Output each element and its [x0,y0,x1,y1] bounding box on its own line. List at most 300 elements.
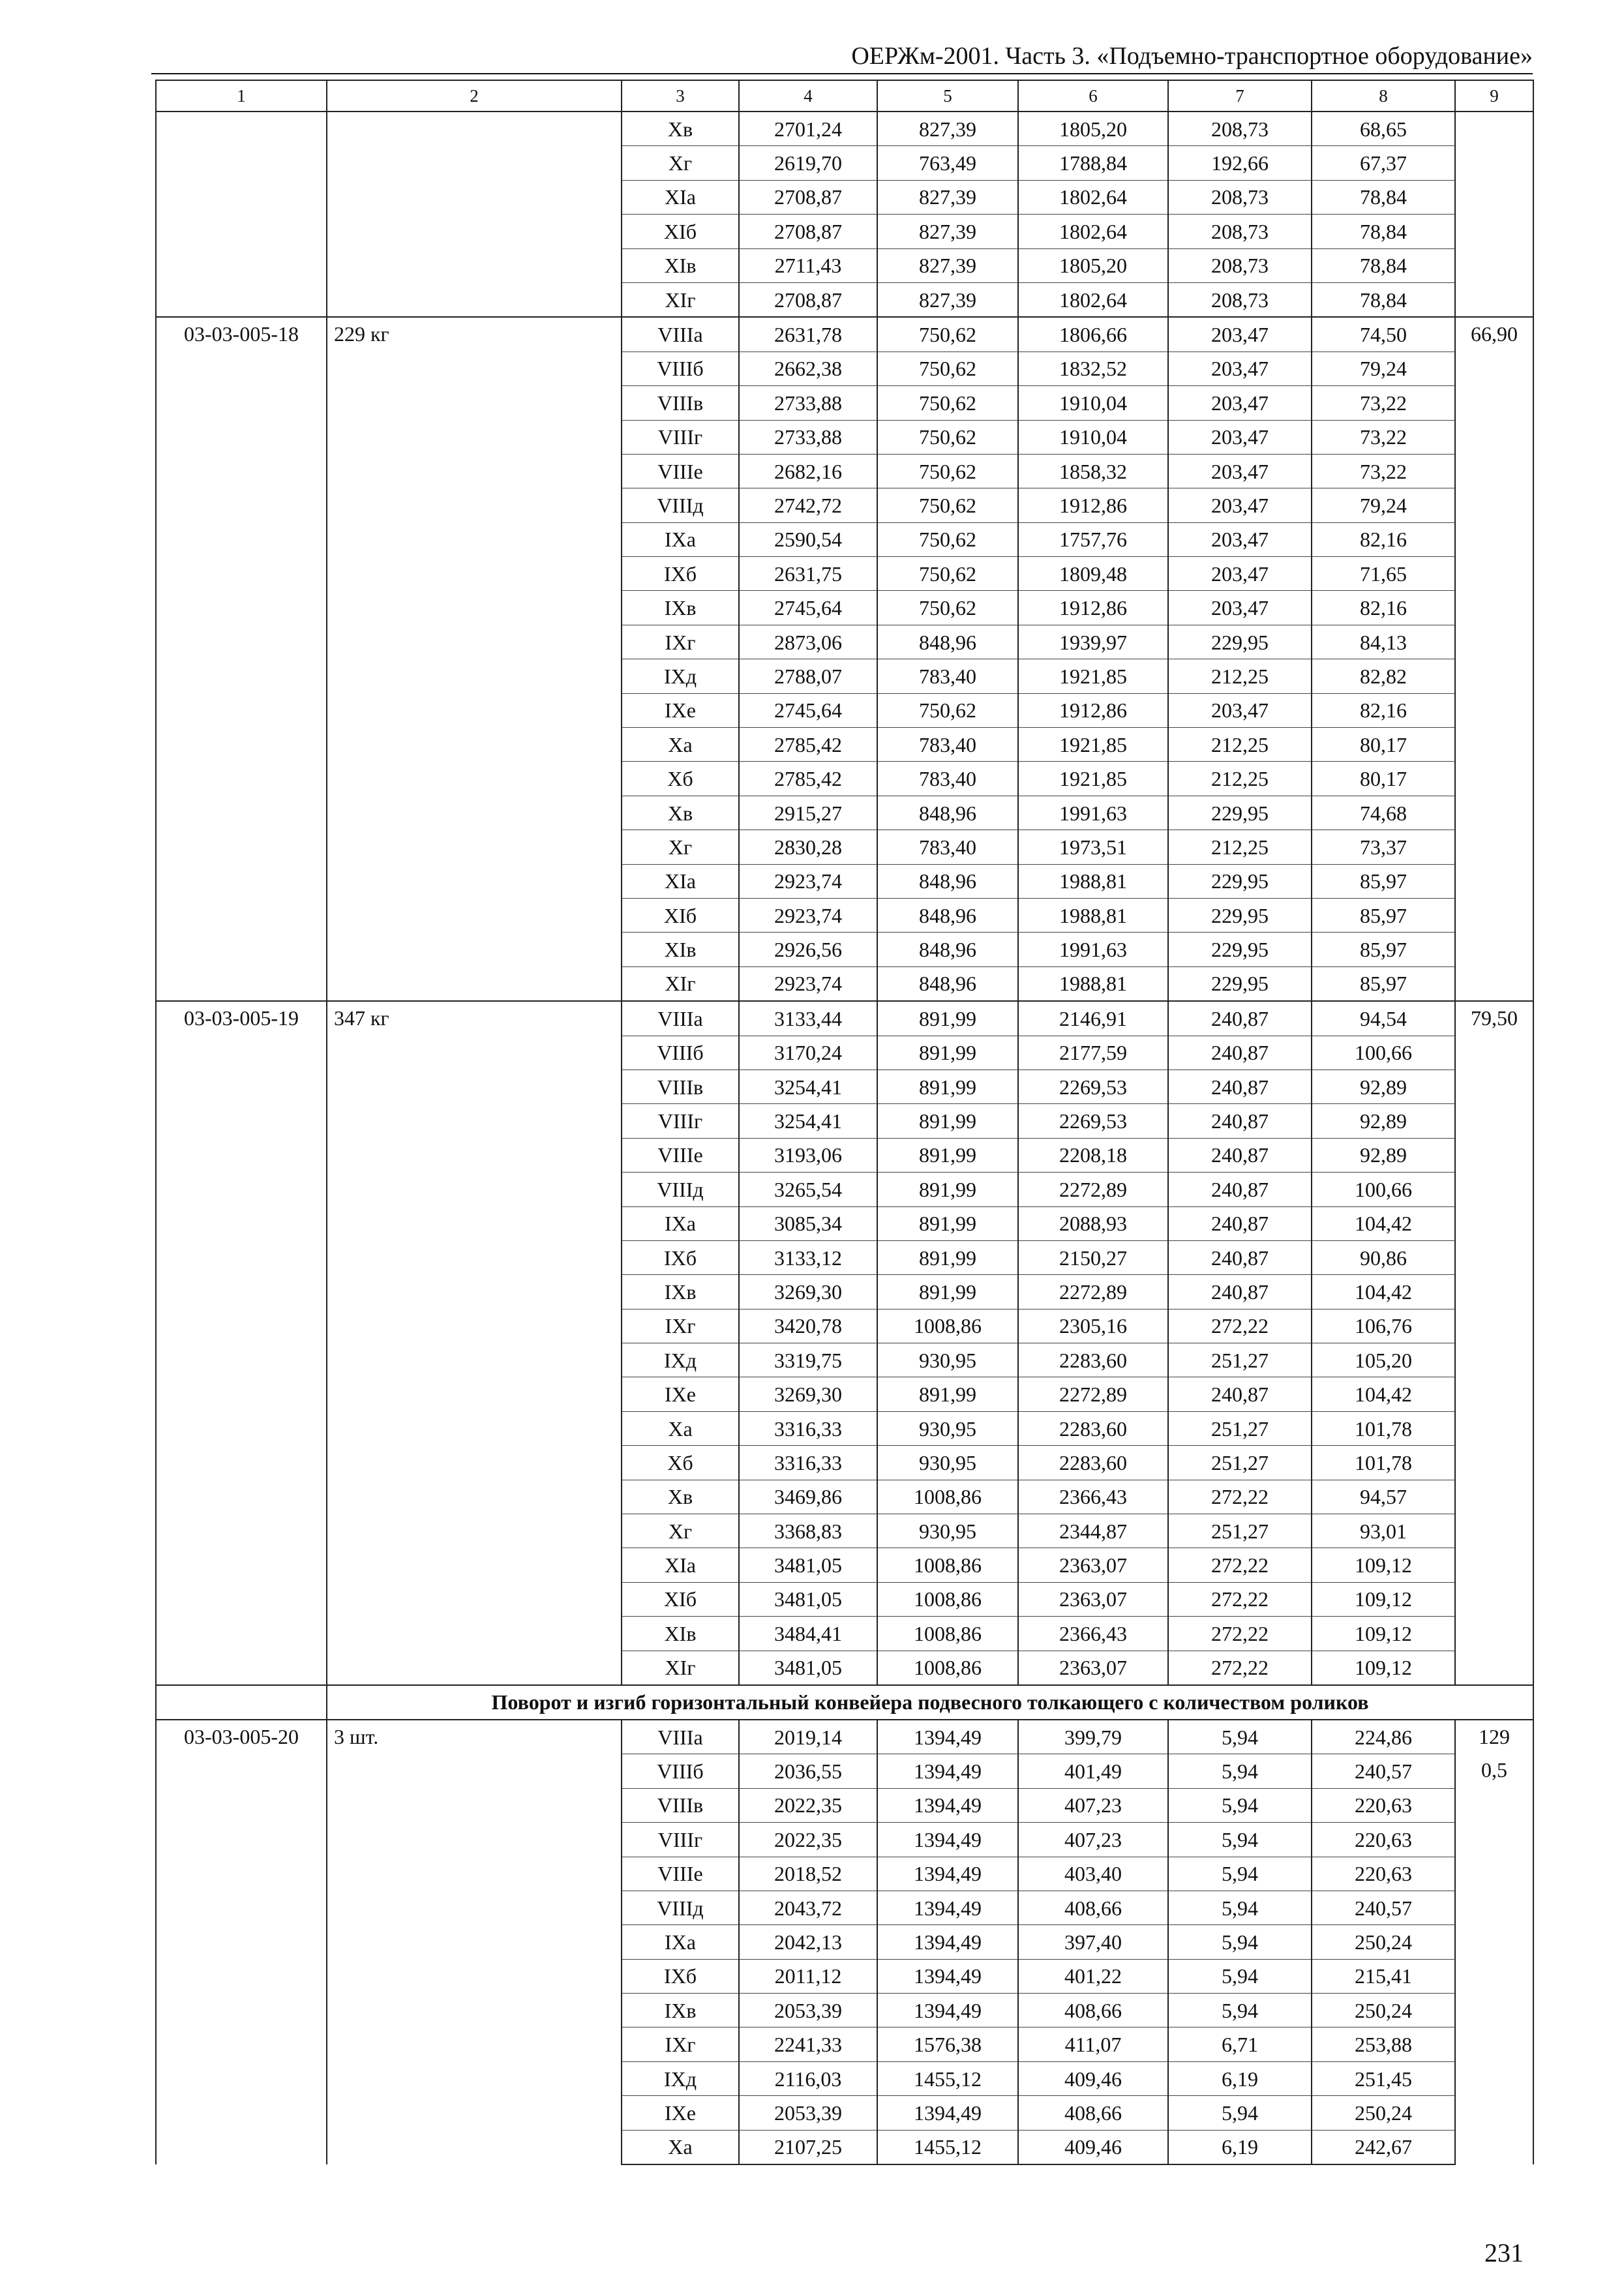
machine-cost-cell: 1806,66 [1018,317,1168,352]
driver-wages-cell: 229,95 [1168,898,1312,932]
total-cost-cell: 3133,44 [739,1001,877,1036]
position-cell: Xб [622,1446,739,1480]
position-cell: VIIIе [622,454,739,488]
machine-cost-cell: 1858,32 [1018,454,1168,488]
position-cell: XIа [622,864,739,898]
wages-cell: 750,62 [877,557,1018,591]
position-cell: IXг [622,2027,739,2061]
position-cell: XIг [622,282,739,317]
total-cost-cell: 2745,64 [739,693,877,727]
total-cost-cell: 2036,55 [739,1754,877,1788]
position-cell: VIIIа [622,1720,739,1754]
driver-wages-cell: 240,87 [1168,1104,1312,1138]
wages-cell: 891,99 [877,1173,1018,1206]
machine-cost-cell: 1921,85 [1018,659,1168,693]
position-cell: VIIIб [622,352,739,385]
position-cell: Xг [622,146,739,180]
table-row [156,1001,1533,1036]
wages-cell: 827,39 [877,180,1018,214]
total-cost-cell: 3481,05 [739,1651,877,1685]
total-cost-cell: 2788,07 [739,659,877,693]
wages-cell: 750,62 [877,352,1018,385]
position-cell: IXа [622,1206,739,1240]
total-cost-cell: 2116,03 [739,2061,877,2095]
total-cost-cell: 2733,88 [739,420,877,454]
position-cell: VIIIа [622,1001,739,1036]
machine-cost-cell: 1802,64 [1018,215,1168,248]
machine-cost-cell: 1802,64 [1018,282,1168,317]
machine-cost-cell: 1912,86 [1018,591,1168,625]
position-cell: VIIIд [622,1891,739,1924]
driver-wages-cell: 203,47 [1168,488,1312,522]
position-cell: XIв [622,933,739,966]
materials-cell: 104,42 [1312,1206,1455,1240]
table-row [156,1720,1533,1754]
rate-description: 3 шт. [327,1720,622,2164]
machine-cost-cell: 2283,60 [1018,1446,1168,1480]
machine-cost-cell: 1991,63 [1018,933,1168,966]
driver-wages-cell: 240,87 [1168,1173,1312,1206]
materials-cell: 253,88 [1312,2027,1455,2061]
materials-cell: 92,89 [1312,1104,1455,1138]
column-header: 6 [1018,80,1168,112]
machine-cost-cell: 2272,89 [1018,1173,1168,1206]
wages-cell: 891,99 [877,1275,1018,1309]
driver-wages-cell: 5,94 [1168,1857,1312,1891]
driver-wages-cell: 208,73 [1168,112,1312,146]
materials-cell: 104,42 [1312,1377,1455,1411]
materials-cell: 100,66 [1312,1173,1455,1206]
wages-cell: 783,40 [877,762,1018,796]
total-cost-cell: 2873,06 [739,625,877,659]
position-cell: IXд [622,1343,739,1377]
page-number: 231 [1484,2238,1524,2267]
section-title: Поворот и изгиб горизонтальный конвейера подвесного толкающего с количеством роликов [327,1685,1533,1720]
machine-cost-cell: 2146,91 [1018,1001,1168,1036]
machine-cost-cell: 1910,04 [1018,386,1168,420]
materials-cell: 73,22 [1312,420,1455,454]
rate-description [327,112,622,317]
machine-cost-cell: 408,66 [1018,1891,1168,1924]
wages-cell: 848,96 [877,864,1018,898]
total-cost-cell: 2631,75 [739,557,877,591]
wages-cell: 930,95 [877,1514,1018,1548]
machine-cost-cell: 1988,81 [1018,864,1168,898]
materials-cell: 93,01 [1312,1514,1455,1548]
total-cost-cell: 2830,28 [739,830,877,864]
machine-cost-cell: 407,23 [1018,1788,1168,1822]
machine-cost-cell: 2363,07 [1018,1651,1168,1685]
column-9-cell [1455,112,1533,317]
materials-cell: 109,12 [1312,1617,1455,1651]
wages-cell: 827,39 [877,282,1018,317]
materials-cell: 73,37 [1312,830,1455,864]
materials-cell: 224,86 [1312,1720,1455,1754]
section-title-row [156,1685,1533,1720]
materials-cell: 109,12 [1312,1651,1455,1685]
total-cost-cell: 2011,12 [739,1959,877,1993]
total-cost-cell: 2022,35 [739,1788,877,1822]
position-cell: Xа [622,728,739,762]
total-cost-cell: 2733,88 [739,386,877,420]
wages-cell: 848,96 [877,966,1018,1001]
position-cell: VIIIд [622,488,739,522]
wages-cell: 750,62 [877,488,1018,522]
driver-wages-cell: 212,25 [1168,659,1312,693]
total-cost-cell: 3368,83 [739,1514,877,1548]
machine-cost-cell: 2088,93 [1018,1206,1168,1240]
total-cost-cell: 3420,78 [739,1309,877,1343]
machine-cost-cell: 1921,85 [1018,728,1168,762]
materials-cell: 67,37 [1312,146,1455,180]
wages-cell: 750,62 [877,693,1018,727]
position-cell: XIб [622,1582,739,1616]
driver-wages-cell: 212,25 [1168,728,1312,762]
wages-cell: 763,49 [877,146,1018,180]
driver-wages-cell: 272,22 [1168,1651,1312,1685]
wages-cell: 848,96 [877,796,1018,830]
materials-cell: 250,24 [1312,1925,1455,1959]
column-header: 4 [739,80,877,112]
wages-cell: 783,40 [877,728,1018,762]
materials-cell: 80,17 [1312,762,1455,796]
wages-cell: 848,96 [877,625,1018,659]
machine-cost-cell: 1912,86 [1018,488,1168,522]
driver-wages-cell: 229,95 [1168,864,1312,898]
position-cell: VIIIг [622,420,739,454]
table-body [156,80,1533,2164]
materials-cell: 250,24 [1312,2096,1455,2130]
wages-cell: 750,62 [877,317,1018,352]
machine-cost-cell: 409,46 [1018,2061,1168,2095]
wages-cell: 1008,86 [877,1548,1018,1582]
position-cell: IXб [622,1240,739,1274]
machine-cost-cell: 1991,63 [1018,796,1168,830]
wages-cell: 1394,49 [877,1754,1018,1788]
total-cost-cell: 2745,64 [739,591,877,625]
materials-cell: 85,97 [1312,966,1455,1001]
materials-cell: 250,24 [1312,1994,1455,2027]
position-cell: Xа [622,1411,739,1445]
driver-wages-cell: 229,95 [1168,625,1312,659]
position-cell: XIв [622,248,739,282]
total-cost-cell: 2053,39 [739,2096,877,2130]
materials-cell: 220,63 [1312,1823,1455,1857]
wages-cell: 891,99 [877,1138,1018,1172]
driver-wages-cell: 5,94 [1168,1959,1312,1993]
total-cost-cell: 2785,42 [739,728,877,762]
column-header: 9 [1455,80,1533,112]
column-header: 1 [156,80,327,112]
total-cost-cell: 3269,30 [739,1275,877,1309]
header-rule [151,73,1533,74]
wages-cell: 891,99 [877,1104,1018,1138]
wages-cell: 1008,86 [877,1651,1018,1685]
materials-cell: 90,86 [1312,1240,1455,1274]
wages-cell: 891,99 [877,1240,1018,1274]
column-9-cell [1455,1720,1533,2164]
total-cost-cell: 2926,56 [739,933,877,966]
wages-cell: 848,96 [877,933,1018,966]
wages-cell: 930,95 [877,1411,1018,1445]
materials-cell: 71,65 [1312,557,1455,591]
materials-cell: 94,54 [1312,1001,1455,1036]
position-cell: VIIIд [622,1173,739,1206]
machine-cost-cell: 2305,16 [1018,1309,1168,1343]
materials-cell: 220,63 [1312,1857,1455,1891]
materials-cell: 94,57 [1312,1480,1455,1514]
total-cost-cell: 3481,05 [739,1548,877,1582]
materials-cell: 92,89 [1312,1070,1455,1103]
machine-cost-cell: 2269,53 [1018,1104,1168,1138]
driver-wages-cell: 229,95 [1168,796,1312,830]
rate-description: 347 кг [327,1001,622,1685]
driver-wages-cell: 203,47 [1168,591,1312,625]
wages-cell: 750,62 [877,591,1018,625]
machine-cost-cell: 1802,64 [1018,180,1168,214]
driver-wages-cell: 251,27 [1168,1514,1312,1548]
machine-cost-cell: 2150,27 [1018,1240,1168,1274]
driver-wages-cell: 6,19 [1168,2130,1312,2164]
section-spacer [156,1685,327,1720]
total-cost-cell: 2590,54 [739,522,877,556]
position-cell: IXд [622,659,739,693]
wages-cell: 1394,49 [877,1788,1018,1822]
machine-cost-cell: 411,07 [1018,2027,1168,2061]
machine-cost-cell: 2363,07 [1018,1548,1168,1582]
materials-cell: 104,42 [1312,1275,1455,1309]
column-9-cell [1455,317,1533,1001]
position-cell: VIIIб [622,1754,739,1788]
total-cost-cell: 2019,14 [739,1720,877,1754]
driver-wages-cell: 6,71 [1168,2027,1312,2061]
driver-wages-cell: 203,47 [1168,557,1312,591]
machine-cost-cell: 1805,20 [1018,112,1168,146]
position-cell: IXд [622,2061,739,2095]
driver-wages-cell: 272,22 [1168,1548,1312,1582]
wages-cell: 827,39 [877,215,1018,248]
total-cost-cell: 3254,41 [739,1104,877,1138]
position-cell: XIб [622,898,739,932]
driver-wages-cell: 251,27 [1168,1343,1312,1377]
materials-cell: 78,84 [1312,215,1455,248]
position-cell: VIIIа [622,317,739,352]
materials-cell: 74,68 [1312,796,1455,830]
position-cell: IXб [622,1959,739,1993]
page-header: ОЕРЖм-2001. Часть 3. «Подъемно-транспортное оборудование» [851,42,1533,70]
position-cell: IXв [622,591,739,625]
materials-cell: 78,84 [1312,180,1455,214]
driver-wages-cell: 240,87 [1168,1275,1312,1309]
wages-cell: 891,99 [877,1036,1018,1070]
driver-wages-cell: 240,87 [1168,1070,1312,1103]
position-cell: XIв [622,1617,739,1651]
total-cost-cell: 2107,25 [739,2130,877,2164]
driver-wages-cell: 240,87 [1168,1138,1312,1172]
total-cost-cell: 2682,16 [739,454,877,488]
driver-wages-cell: 203,47 [1168,352,1312,385]
machine-cost-cell: 2344,87 [1018,1514,1168,1548]
driver-wages-cell: 208,73 [1168,248,1312,282]
driver-wages-cell: 5,94 [1168,1891,1312,1924]
materials-cell: 85,97 [1312,864,1455,898]
machine-cost-cell: 1788,84 [1018,146,1168,180]
wages-cell: 891,99 [877,1070,1018,1103]
column-9-value: 0,5 [1481,1758,1507,1782]
rate-code: 03-03-005-20 [156,1720,327,2164]
wages-cell: 891,99 [877,1001,1018,1036]
position-cell: XIг [622,1651,739,1685]
materials-cell: 82,16 [1312,591,1455,625]
driver-wages-cell: 192,66 [1168,146,1312,180]
machine-cost-cell: 2363,07 [1018,1582,1168,1616]
total-cost-cell: 3319,75 [739,1343,877,1377]
machine-cost-cell: 1809,48 [1018,557,1168,591]
materials-cell: 82,16 [1312,693,1455,727]
total-cost-cell: 2018,52 [739,1857,877,1891]
wages-cell: 1394,49 [877,1720,1018,1754]
driver-wages-cell: 5,94 [1168,1994,1312,2027]
total-cost-cell: 2708,87 [739,180,877,214]
machine-cost-cell: 1988,81 [1018,966,1168,1001]
machine-cost-cell: 401,22 [1018,1959,1168,1993]
position-cell: IXе [622,1377,739,1411]
position-cell: VIIIв [622,1788,739,1822]
position-cell: XIа [622,1548,739,1582]
position-cell: VIIIе [622,1138,739,1172]
total-cost-cell: 2662,38 [739,352,877,385]
position-cell: Xг [622,830,739,864]
wages-cell: 930,95 [877,1446,1018,1480]
machine-cost-cell: 1910,04 [1018,420,1168,454]
rates-table [155,80,1534,2165]
driver-wages-cell: 240,87 [1168,1377,1312,1411]
total-cost-cell: 2631,78 [739,317,877,352]
column-header: 3 [622,80,739,112]
machine-cost-cell: 2272,89 [1018,1377,1168,1411]
driver-wages-cell: 251,27 [1168,1411,1312,1445]
table-row [156,317,1533,352]
driver-wages-cell: 5,94 [1168,1925,1312,1959]
total-cost-cell: 2701,24 [739,112,877,146]
materials-cell: 79,24 [1312,352,1455,385]
total-cost-cell: 3484,41 [739,1617,877,1651]
column-9-value: 129 [1479,1724,1510,1748]
column-9-value: 79,50 [1471,1006,1518,1030]
column-9-value: 66,90 [1471,322,1518,346]
total-cost-cell: 3254,41 [739,1070,877,1103]
driver-wages-cell: 5,94 [1168,1823,1312,1857]
position-cell: VIIIг [622,1823,739,1857]
position-cell: XIб [622,215,739,248]
materials-cell: 215,41 [1312,1959,1455,1993]
total-cost-cell: 2923,74 [739,966,877,1001]
wages-cell: 1576,38 [877,2027,1018,2061]
machine-cost-cell: 2283,60 [1018,1343,1168,1377]
position-cell: VIIIв [622,1070,739,1103]
materials-cell: 73,22 [1312,454,1455,488]
machine-cost-cell: 401,49 [1018,1754,1168,1788]
rate-code: 03-03-005-18 [156,317,327,1001]
materials-cell: 73,22 [1312,386,1455,420]
materials-cell: 109,12 [1312,1582,1455,1616]
column-9-cell [1455,1001,1533,1685]
machine-cost-cell: 1921,85 [1018,762,1168,796]
wages-cell: 750,62 [877,522,1018,556]
wages-cell: 930,95 [877,1343,1018,1377]
driver-wages-cell: 203,47 [1168,420,1312,454]
total-cost-cell: 2022,35 [739,1823,877,1857]
driver-wages-cell: 272,22 [1168,1309,1312,1343]
materials-cell: 79,24 [1312,488,1455,522]
wages-cell: 1394,49 [877,1994,1018,2027]
driver-wages-cell: 272,22 [1168,1617,1312,1651]
machine-cost-cell: 2177,59 [1018,1036,1168,1070]
machine-cost-cell: 397,40 [1018,1925,1168,1959]
total-cost-cell: 2708,87 [739,282,877,317]
total-cost-cell: 3170,24 [739,1036,877,1070]
wages-cell: 827,39 [877,112,1018,146]
materials-cell: 105,20 [1312,1343,1455,1377]
driver-wages-cell: 240,87 [1168,1036,1312,1070]
machine-cost-cell: 2208,18 [1018,1138,1168,1172]
machine-cost-cell: 2366,43 [1018,1480,1168,1514]
total-cost-cell: 2241,33 [739,2027,877,2061]
materials-cell: 240,57 [1312,1754,1455,1788]
table-row [156,112,1533,146]
wages-cell: 1455,12 [877,2130,1018,2164]
materials-cell: 101,78 [1312,1446,1455,1480]
position-cell: XIа [622,180,739,214]
position-cell: Xв [622,796,739,830]
driver-wages-cell: 5,94 [1168,1788,1312,1822]
driver-wages-cell: 5,94 [1168,2096,1312,2130]
driver-wages-cell: 203,47 [1168,454,1312,488]
total-cost-cell: 3481,05 [739,1582,877,1616]
total-cost-cell: 2619,70 [739,146,877,180]
column-header: 8 [1312,80,1455,112]
total-cost-cell: 3085,34 [739,1206,877,1240]
materials-cell: 78,84 [1312,248,1455,282]
driver-wages-cell: 6,19 [1168,2061,1312,2095]
position-cell: XIг [622,966,739,1001]
driver-wages-cell: 208,73 [1168,282,1312,317]
driver-wages-cell: 208,73 [1168,180,1312,214]
driver-wages-cell: 212,25 [1168,830,1312,864]
wages-cell: 891,99 [877,1206,1018,1240]
driver-wages-cell: 208,73 [1168,215,1312,248]
materials-cell: 220,63 [1312,1788,1455,1822]
materials-cell: 78,84 [1312,282,1455,317]
wages-cell: 827,39 [877,248,1018,282]
driver-wages-cell: 251,27 [1168,1446,1312,1480]
driver-wages-cell: 240,87 [1168,1206,1312,1240]
machine-cost-cell: 408,66 [1018,1994,1168,2027]
position-cell: IXа [622,522,739,556]
wages-cell: 750,62 [877,454,1018,488]
driver-wages-cell: 203,47 [1168,522,1312,556]
position-cell: IXе [622,693,739,727]
position-cell: VIIIе [622,1857,739,1891]
total-cost-cell: 3316,33 [739,1446,877,1480]
column-header-row [156,80,1533,112]
column-header: 7 [1168,80,1312,112]
total-cost-cell: 2053,39 [739,1994,877,2027]
wages-cell: 1394,49 [877,1823,1018,1857]
materials-cell: 85,97 [1312,933,1455,966]
materials-cell: 240,57 [1312,1891,1455,1924]
materials-cell: 92,89 [1312,1138,1455,1172]
